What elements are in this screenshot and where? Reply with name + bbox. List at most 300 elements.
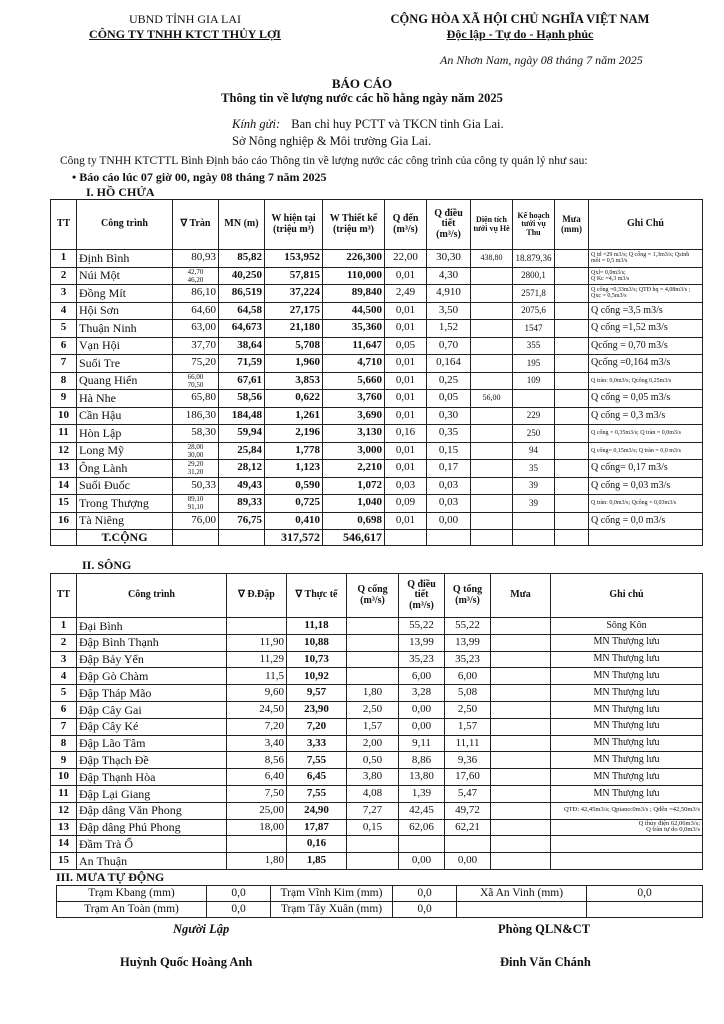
lake-q-in: 0,01 [385, 512, 427, 530]
river-q-reg: 0,00 [399, 718, 445, 735]
lake-mn: 86,519 [219, 285, 265, 303]
river-note: MN Thượng lưu [551, 752, 703, 769]
lake-row [51, 337, 703, 355]
river-rain [491, 651, 551, 668]
river-rain [491, 819, 551, 836]
river-tt: 4 [51, 668, 77, 685]
lake-area [471, 355, 513, 373]
lake-area [471, 320, 513, 338]
rivers-col-rain: Mưa [491, 574, 551, 618]
lake-q-in: 0,09 [385, 495, 427, 513]
lake-tran: 29,20 31,20 [173, 460, 219, 478]
lake-row [51, 320, 703, 338]
lake-plan: 2075,6 [513, 302, 555, 320]
river-note: MN Thượng lưu [551, 735, 703, 752]
lake-w-now: 0,410 [265, 512, 323, 530]
river-name: Đầm Trà Ổ [77, 836, 227, 853]
lake-w-design: 4,710 [323, 355, 385, 373]
rain-station-value: 0,0 [393, 886, 457, 902]
signature-left-title: Người Lập [173, 922, 230, 936]
rain-station-name: Trạm Tây Xuân (mm) [271, 902, 393, 918]
lake-plan: 250 [513, 425, 555, 443]
lake-row [51, 302, 703, 320]
river-name: Đập Lại Giang [77, 785, 227, 802]
lakes-col-name: Công trình [77, 200, 173, 250]
river-row [51, 668, 703, 685]
lake-tran: 42,70 46,20 [173, 267, 219, 285]
river-q-cong [347, 634, 399, 651]
river-dap: 25,00 [227, 802, 287, 819]
river-row [51, 752, 703, 769]
river-q-cong [347, 668, 399, 685]
lake-rain [555, 355, 589, 373]
lake-row [51, 425, 703, 443]
lake-tran: 50,33 [173, 477, 219, 495]
river-tt: 15 [51, 853, 77, 870]
lake-q-reg: 0,03 [427, 477, 471, 495]
lake-tran: 64,60 [173, 302, 219, 320]
river-actual: 10,88 [287, 634, 347, 651]
lake-area [471, 337, 513, 355]
lake-mn: 89,33 [219, 495, 265, 513]
river-note: MN Thượng lưu [551, 634, 703, 651]
lake-w-design: 3,760 [323, 390, 385, 408]
river-tt: 14 [51, 836, 77, 853]
river-q-reg [399, 836, 445, 853]
river-q-cong: 1,80 [347, 685, 399, 702]
river-q-total: 1,57 [445, 718, 491, 735]
lake-note: Q td =29 m3/s; Q cống = 1,3m3/s; Qsinh môi = 0,5 m3/s [589, 250, 703, 268]
lake-note: Q tràn: 0,0m3/s; Qcống = 0,03m3/s [589, 495, 703, 513]
rain-table [56, 885, 703, 918]
river-actual: 11,18 [287, 618, 347, 635]
lake-q-reg: 0,164 [427, 355, 471, 373]
lake-rain [555, 372, 589, 390]
river-dap: 6,40 [227, 769, 287, 786]
river-row [51, 802, 703, 819]
lake-w-now: 1,778 [265, 442, 323, 460]
river-name: Đập Thạnh Hòa [77, 769, 227, 786]
river-q-reg: 35,23 [399, 651, 445, 668]
lake-w-design: 110,000 [323, 267, 385, 285]
river-name: Đại Bình [77, 618, 227, 635]
river-rain [491, 701, 551, 718]
lake-w-now: 57,815 [265, 267, 323, 285]
river-rain [491, 853, 551, 870]
river-dap: 7,50 [227, 785, 287, 802]
lake-plan: 35 [513, 460, 555, 478]
recipient-1: Ban chỉ huy PCTT và TKCN tỉnh Gia Lai. [291, 117, 504, 131]
lake-rain [555, 285, 589, 303]
lake-w-now: 27,175 [265, 302, 323, 320]
lake-tt: 3 [51, 285, 77, 303]
lake-q-reg: 0,17 [427, 460, 471, 478]
lake-tran: 58,30 [173, 425, 219, 443]
lake-note: Q cống = 0,0 m3/s [589, 512, 703, 530]
intro-text: Công ty TNHH KTCTTL Bình Định báo cáo Thông tin về lượng nước các công trình của công ty quản lý như sau: [60, 155, 588, 167]
river-q-total [445, 836, 491, 853]
lake-area [471, 372, 513, 390]
river-rain [491, 618, 551, 635]
lake-q-reg: 3,50 [427, 302, 471, 320]
river-actual: 7,20 [287, 718, 347, 735]
lake-note: Qxl= 0,0m3/s; Q Kc =4,3 m3/s [589, 267, 703, 285]
lakes-col-w-design: W Thiết kế (triệu m³) [323, 200, 385, 250]
lake-rain [555, 250, 589, 268]
lake-note: Q cống= 0,17 m3/s [589, 460, 703, 478]
lake-q-in: 0,05 [385, 337, 427, 355]
river-q-reg: 1,39 [399, 785, 445, 802]
lake-tran: 89,10 91,10 [173, 495, 219, 513]
lake-name: Long Mỹ [77, 442, 173, 460]
lake-q-in: 0,01 [385, 302, 427, 320]
river-name: Đập Tháp Mão [77, 685, 227, 702]
lake-mn: 64,673 [219, 320, 265, 338]
river-row [51, 836, 703, 853]
river-tt: 10 [51, 769, 77, 786]
lake-mn: 38,64 [219, 337, 265, 355]
river-note: MN Thượng lưu [551, 718, 703, 735]
rivers-col-name: Công trình [77, 574, 227, 618]
lake-q-reg: 1,52 [427, 320, 471, 338]
lake-q-reg: 4,910 [427, 285, 471, 303]
river-actual: 17,87 [287, 819, 347, 836]
river-q-reg: 8,86 [399, 752, 445, 769]
rain-station-name: Trạm An Toàn (mm) [57, 902, 207, 918]
lakes-col-tt: TT [51, 200, 77, 250]
lakes-col-w-now: W hiện tại (triệu m³) [265, 200, 323, 250]
lake-tt: 10 [51, 407, 77, 425]
river-name: Đập dâng Phú Phong [77, 819, 227, 836]
rain-row [57, 902, 703, 918]
lake-tt: 4 [51, 302, 77, 320]
lake-row [51, 442, 703, 460]
river-note: Q thủy điện 62,06m3/s; Q tràn tự do 0,0m3/s [551, 819, 703, 836]
rivers-col-actual: ∇ Thực tế [287, 574, 347, 618]
lake-area [471, 407, 513, 425]
rain-station-value: 0,0 [207, 886, 271, 902]
river-name: Đập Cây Ké [77, 718, 227, 735]
lake-area: 56,00 [471, 390, 513, 408]
lakes-col-rain: Mưa (mm) [555, 200, 589, 250]
lake-note: Qcống = 0,70 m3/s [589, 337, 703, 355]
lake-q-reg: 4,30 [427, 267, 471, 285]
lake-row [51, 250, 703, 268]
river-q-cong: 0,50 [347, 752, 399, 769]
lake-rain [555, 460, 589, 478]
lake-name: Định Bình [77, 250, 173, 268]
lake-plan [513, 390, 555, 408]
lake-note: Q cống= 0,15m3/s; Q tràn = 0,0 m3/s [589, 442, 703, 460]
river-row [51, 685, 703, 702]
lake-q-in: 0,01 [385, 267, 427, 285]
river-actual: 10,73 [287, 651, 347, 668]
signature-left-name: Huỳnh Quốc Hoàng Anh [120, 955, 253, 969]
river-q-reg: 6,00 [399, 668, 445, 685]
lake-note: Q cống =3,5 m3/s [589, 302, 703, 320]
river-actual: 24,90 [287, 802, 347, 819]
river-rain [491, 752, 551, 769]
river-tt: 12 [51, 802, 77, 819]
river-actual: 6,45 [287, 769, 347, 786]
lake-tt: 5 [51, 320, 77, 338]
lake-tt: 2 [51, 267, 77, 285]
lake-mn: 28,12 [219, 460, 265, 478]
lake-w-design: 1,072 [323, 477, 385, 495]
lakes-header-row [51, 200, 703, 250]
river-q-total: 6,00 [445, 668, 491, 685]
lake-tran: 76,00 [173, 512, 219, 530]
lake-q-reg: 0,70 [427, 337, 471, 355]
river-name: Đập Gò Chàm [77, 668, 227, 685]
lakes-col-note: Ghi Chú [589, 200, 703, 250]
lake-w-design: 3,690 [323, 407, 385, 425]
lake-area [471, 442, 513, 460]
rivers-col-tt: TT [51, 574, 77, 618]
lake-w-design: 226,300 [323, 250, 385, 268]
lake-w-design: 3,130 [323, 425, 385, 443]
lake-row [51, 512, 703, 530]
river-rain [491, 634, 551, 651]
river-name: Đập Lão Tâm [77, 735, 227, 752]
lakes-table [50, 199, 703, 546]
lake-plan: 2571,8 [513, 285, 555, 303]
lake-area [471, 512, 513, 530]
rain-row [57, 886, 703, 902]
river-q-total: 11,11 [445, 735, 491, 752]
lake-w-now: 153,952 [265, 250, 323, 268]
lake-plan: 39 [513, 495, 555, 513]
river-tt: 8 [51, 735, 77, 752]
lake-mn: 76,75 [219, 512, 265, 530]
lake-rain [555, 442, 589, 460]
river-row [51, 634, 703, 651]
org-header [70, 12, 300, 42]
river-dap: 7,20 [227, 718, 287, 735]
lake-q-in: 0,01 [385, 390, 427, 408]
lake-area: 438,80 [471, 250, 513, 268]
river-actual: 3,33 [287, 735, 347, 752]
lake-tran: 63,00 [173, 320, 219, 338]
national-motto: Độc lập - Tự do - Hạnh phúc [446, 27, 594, 41]
lake-tt: 15 [51, 495, 77, 513]
rivers-col-q-reg: Q điều tiết (m³/s) [399, 574, 445, 618]
lake-name: Suối Tre [77, 355, 173, 373]
lake-plan: 195 [513, 355, 555, 373]
rain-station-value: 0,0 [393, 902, 457, 918]
lake-mn: 59,94 [219, 425, 265, 443]
lake-mn: 64,58 [219, 302, 265, 320]
lake-q-reg: 0,30 [427, 407, 471, 425]
river-tt: 11 [51, 785, 77, 802]
lake-name: Trong Thượng [77, 495, 173, 513]
river-name: Đập Bảy Yển [77, 651, 227, 668]
lake-q-reg: 0,25 [427, 372, 471, 390]
lake-mn: 67,61 [219, 372, 265, 390]
lake-row [51, 460, 703, 478]
river-actual: 1,85 [287, 853, 347, 870]
lake-row [51, 267, 703, 285]
lake-q-reg: 0,05 [427, 390, 471, 408]
river-q-total: 0,00 [445, 853, 491, 870]
lake-w-now: 1,123 [265, 460, 323, 478]
river-q-reg: 42,45 [399, 802, 445, 819]
river-note: MN Thượng lưu [551, 769, 703, 786]
river-row [51, 819, 703, 836]
river-note [551, 853, 703, 870]
lake-w-now: 21,180 [265, 320, 323, 338]
river-tt: 13 [51, 819, 77, 836]
lake-name: Hòn Lập [77, 425, 173, 443]
lake-q-reg: 30,30 [427, 250, 471, 268]
lake-rain [555, 302, 589, 320]
signature-right-name: Đinh Văn Chánh [500, 955, 591, 969]
lake-tran: 75,20 [173, 355, 219, 373]
river-note: Sông Kôn [551, 618, 703, 635]
river-q-total: 17,60 [445, 769, 491, 786]
river-q-total: 5,08 [445, 685, 491, 702]
river-dap: 11,5 [227, 668, 287, 685]
lake-area [471, 285, 513, 303]
river-q-cong [347, 618, 399, 635]
lake-note: Q cống = 0,35m3/s; Q tràn = 0,0m3/s [589, 425, 703, 443]
lake-name: Tà Niêng [77, 512, 173, 530]
lakes-total-w-design: 546,617 [323, 530, 385, 546]
lake-w-design: 1,040 [323, 495, 385, 513]
lake-rain [555, 390, 589, 408]
lake-area [471, 495, 513, 513]
river-actual: 10,92 [287, 668, 347, 685]
lake-area [471, 460, 513, 478]
river-q-total: 62,21 [445, 819, 491, 836]
rivers-header-row [51, 574, 703, 618]
lake-rain [555, 267, 589, 285]
lake-q-in: 0,03 [385, 477, 427, 495]
lake-q-reg: 0,03 [427, 495, 471, 513]
lake-area [471, 477, 513, 495]
river-actual: 7,55 [287, 785, 347, 802]
lake-tran: 37,70 [173, 337, 219, 355]
river-dap: 11,29 [227, 651, 287, 668]
lake-name: Vạn Hội [77, 337, 173, 355]
lake-row [51, 390, 703, 408]
river-note: MN Thượng lưu [551, 785, 703, 802]
lake-mn: 71,59 [219, 355, 265, 373]
lake-tt: 12 [51, 442, 77, 460]
org-parent: UBND TỈNH GIA LAI [128, 12, 242, 26]
lake-row [51, 372, 703, 390]
report-time: • Báo cáo lúc 07 giờ 00, ngày 08 tháng 7 năm 2025 [72, 170, 327, 184]
river-note: MN Thượng lưu [551, 685, 703, 702]
river-tt: 2 [51, 634, 77, 651]
lake-plan: 229 [513, 407, 555, 425]
river-name: Đập Cây Gai [77, 701, 227, 718]
lake-plan [513, 512, 555, 530]
lake-w-design: 2,210 [323, 460, 385, 478]
lake-tt: 11 [51, 425, 77, 443]
lake-q-in: 22,00 [385, 250, 427, 268]
lake-rain [555, 425, 589, 443]
river-actual: 23,90 [287, 701, 347, 718]
lake-note: Q cống =1,52 m3/s [589, 320, 703, 338]
river-row [51, 853, 703, 870]
lake-area [471, 302, 513, 320]
org-name: CÔNG TY TNHH KTCT THỦY LỢI [89, 27, 281, 41]
lake-tt: 6 [51, 337, 77, 355]
river-dap: 9,60 [227, 685, 287, 702]
lake-mn: 49,43 [219, 477, 265, 495]
lake-row [51, 477, 703, 495]
lake-row [51, 407, 703, 425]
lake-w-design: 5,660 [323, 372, 385, 390]
lake-name: Hội Sơn [77, 302, 173, 320]
lake-rain [555, 477, 589, 495]
lake-mn: 85,82 [219, 250, 265, 268]
lakes-col-mn: MN (m) [219, 200, 265, 250]
lake-name: Cần Hậu [77, 407, 173, 425]
river-row [51, 718, 703, 735]
lake-tt: 13 [51, 460, 77, 478]
lake-w-now: 1,261 [265, 407, 323, 425]
lake-q-in: 0,01 [385, 320, 427, 338]
river-dap: 18,00 [227, 819, 287, 836]
lake-w-now: 2,196 [265, 425, 323, 443]
lake-q-in: 0,01 [385, 355, 427, 373]
section-rivers-title: II. SÔNG [82, 558, 132, 572]
lake-w-design: 3,000 [323, 442, 385, 460]
lake-rain [555, 407, 589, 425]
river-q-cong: 4,08 [347, 785, 399, 802]
lake-w-design: 89,840 [323, 285, 385, 303]
rain-station-name: Xã An Vinh (mm) [457, 886, 587, 902]
river-q-cong: 2,50 [347, 701, 399, 718]
river-note: MN Thượng lưu [551, 651, 703, 668]
river-dap: 11,90 [227, 634, 287, 651]
lake-q-reg: 0,35 [427, 425, 471, 443]
river-dap: 8,56 [227, 752, 287, 769]
lake-area [471, 267, 513, 285]
lakes-col-tran: ∇ Tràn [173, 200, 219, 250]
lake-mn: 40,250 [219, 267, 265, 285]
river-note: MN Thượng lưu [551, 701, 703, 718]
river-q-reg: 0,00 [399, 701, 445, 718]
river-q-total: 9,36 [445, 752, 491, 769]
lake-row [51, 285, 703, 303]
rain-station-value: 0,0 [207, 902, 271, 918]
river-rain [491, 685, 551, 702]
lake-w-now: 37,224 [265, 285, 323, 303]
lake-tran: 186,30 [173, 407, 219, 425]
lakes-col-q-in: Q đến (m³/s) [385, 200, 427, 250]
river-row [51, 618, 703, 635]
lake-w-design: 11,647 [323, 337, 385, 355]
lake-plan: 18.879,36 [513, 250, 555, 268]
lake-plan: 94 [513, 442, 555, 460]
rivers-col-dap: ∇ Đ.Đập [227, 574, 287, 618]
lake-tt: 7 [51, 355, 77, 373]
river-row [51, 651, 703, 668]
river-row [51, 785, 703, 802]
lake-mn: 25,84 [219, 442, 265, 460]
lake-note: Q tràn: 0,0m3/s; Qcống 0,25m3/s [589, 372, 703, 390]
rivers-col-note: Ghi chú [551, 574, 703, 618]
lake-q-in: 0,01 [385, 460, 427, 478]
river-q-total: 35,23 [445, 651, 491, 668]
section-lakes-title: I. HỒ CHỨA [86, 185, 155, 199]
river-actual: 9,57 [287, 685, 347, 702]
lake-q-in: 0,01 [385, 372, 427, 390]
lake-tt: 1 [51, 250, 77, 268]
